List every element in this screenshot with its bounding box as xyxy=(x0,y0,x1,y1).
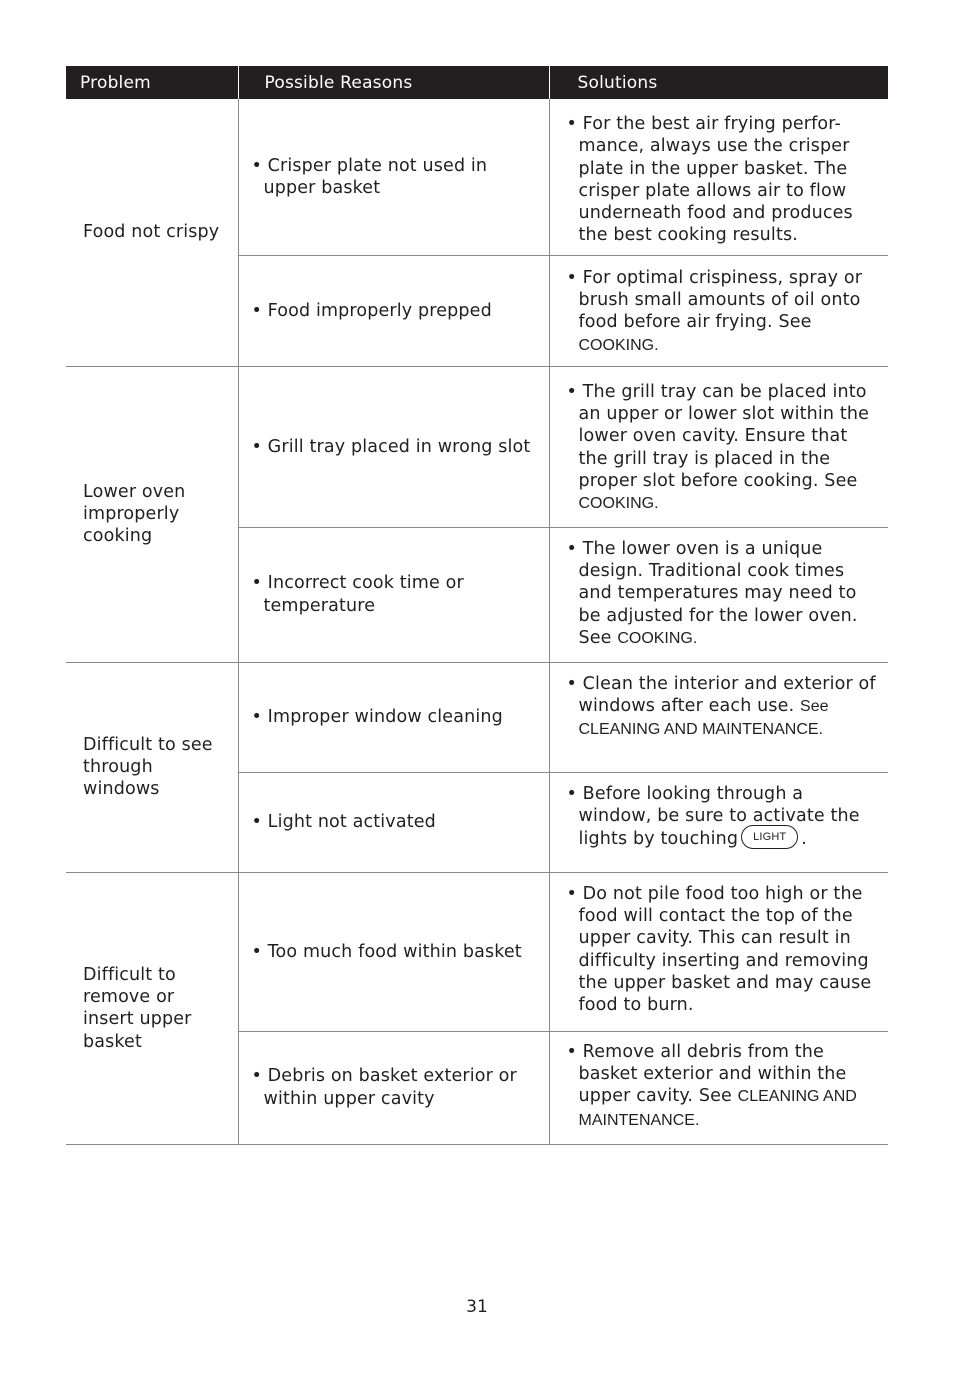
section-reference: CLEANING AND MAINTENANCE. xyxy=(578,1088,857,1129)
reason-text: • Too much food within basket xyxy=(251,941,522,962)
reason-cell xyxy=(238,99,549,255)
light-button-icon: LIGHT xyxy=(741,825,798,849)
header-problem: Problem xyxy=(66,66,238,99)
table-row xyxy=(66,662,888,772)
table-header-row xyxy=(66,66,888,99)
solution-cell xyxy=(549,772,888,872)
problem-cell: Lower oven improperly cooking xyxy=(66,366,238,662)
header-possible-reasons: Possible Reasons xyxy=(238,66,549,99)
solution-cell xyxy=(549,1031,888,1144)
section-reference: COOKING. xyxy=(578,495,659,513)
table-row xyxy=(66,366,888,527)
solution-text: • The grill tray can be placed into an upper or lower slot within the lower oven cavity. Ensure that the grill tray is placed in the proper slot before cooking. See COOKING. xyxy=(566,381,870,513)
reason-text: • Incorrect cook time or temperature xyxy=(251,573,464,616)
page-number: 31 xyxy=(466,1297,488,1317)
solution-text: • The lower oven is a unique design. Traditional cook times and temperatures may need to be adjusted for the lower oven. See COOKING. xyxy=(566,538,858,648)
reason-text: • Crisper plate not used in upper basket xyxy=(251,155,488,198)
section-reference: COOKING. xyxy=(578,336,659,354)
reason-cell xyxy=(238,662,549,772)
reason-cell xyxy=(238,772,549,872)
reason-text: • Food improperly prepped xyxy=(251,300,492,321)
solution-cell xyxy=(549,99,888,255)
problem-cell: Difficult to remove or insert upper basket xyxy=(66,872,238,1144)
header-solutions: Solutions xyxy=(549,66,888,99)
solution-cell xyxy=(549,527,888,662)
table-row xyxy=(66,99,888,255)
reason-text: • Light not activated xyxy=(251,812,436,833)
reason-cell xyxy=(238,366,549,527)
solution-text: • Clean the interior and exterior of windows after each use. See CLEANING AND MAINTENANCE. xyxy=(566,673,876,739)
solution-cell xyxy=(549,366,888,527)
solution-text: • For optimal crispiness, spray or brush small amounts of oil onto food before air frying. See COOKING. xyxy=(566,267,863,354)
reason-cell xyxy=(238,1031,549,1144)
solution-cell xyxy=(549,872,888,1031)
reason-cell xyxy=(238,255,549,366)
solution-text: • Before looking through a window, be sure to activate the lights by touching LIGHT . xyxy=(566,783,860,850)
reason-cell xyxy=(238,527,549,662)
table-row xyxy=(66,872,888,1031)
reason-cell xyxy=(238,872,549,1031)
problem-cell: Food not crispy xyxy=(66,99,238,366)
solution-text: • Do not pile food too high or the food will contact the top of the upper cavity. This can result in difficulty inserting and removing the upper basket and may cause food to burn. xyxy=(566,883,872,1016)
reason-text: • Improper window cleaning xyxy=(251,707,503,728)
section-reference: COOKING. xyxy=(617,629,698,647)
reason-text: • Grill tray placed in wrong slot xyxy=(251,436,531,457)
reason-text: • Debris on basket exterior or within upper cavity xyxy=(251,1066,517,1109)
solution-cell xyxy=(549,662,888,772)
section-reference: See CLEANING AND MAINTENANCE. xyxy=(578,698,829,739)
problem-cell: Difficult to see through windows xyxy=(66,662,238,872)
solution-cell xyxy=(549,255,888,366)
troubleshooting-table xyxy=(66,66,888,1145)
solution-text: • For the best air frying perfor-mance, always use the crisper plate in the upper basket. The crisper plate allows air to flow underneath food and produces the best cooking results. xyxy=(566,114,853,246)
solution-text: • Remove all debris from the basket exterior and within the upper cavity. See CLEANING AND MAINTENANCE. xyxy=(566,1041,857,1129)
